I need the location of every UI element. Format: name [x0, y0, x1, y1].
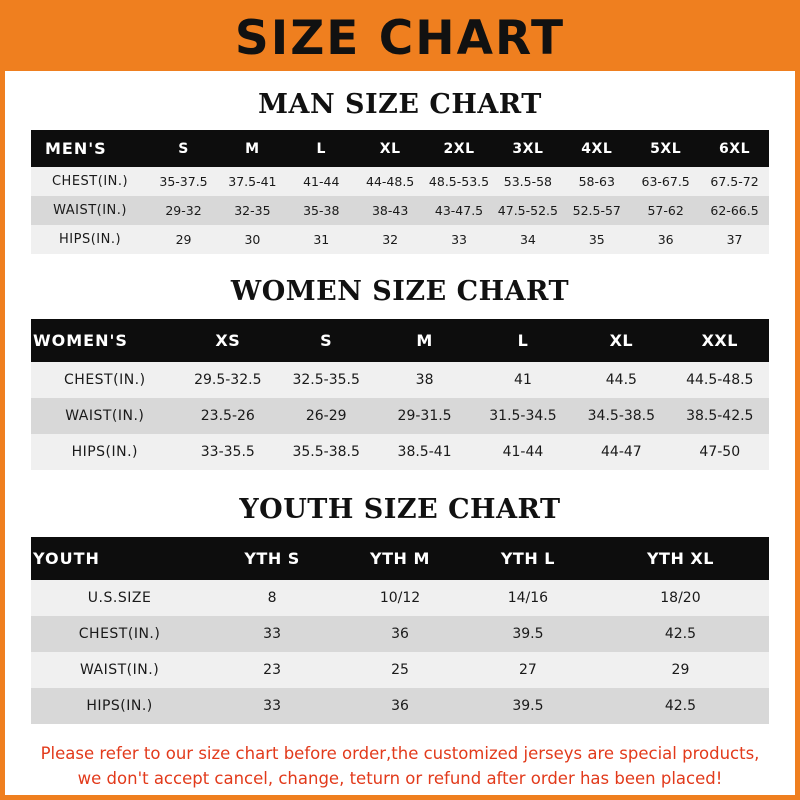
men-header-cell: 3XL	[493, 130, 562, 167]
table-header-row	[31, 319, 769, 362]
row-label: CHEST(IN.)	[31, 167, 149, 196]
women-header-cell: M	[375, 319, 473, 362]
table-cell: 47.5-52.5	[493, 196, 562, 225]
table-cell: 53.5-58	[493, 167, 562, 196]
table-cell: 29	[592, 652, 769, 688]
footer-note-line-2: we don't accept cancel, change, teturn or refund after order has been placed!	[77, 768, 723, 788]
table-row	[31, 434, 769, 470]
women-table-head	[31, 319, 769, 362]
table-cell: 32.5-35.5	[277, 362, 375, 398]
table-cell: 35-38	[287, 196, 356, 225]
men-header-cell: M	[218, 130, 287, 167]
table-cell: 44-47	[572, 434, 670, 470]
youth-header-cell: YTH S	[208, 537, 336, 580]
table-cell: 35-37.5	[149, 167, 218, 196]
table-cell: 41-44	[474, 434, 572, 470]
table-cell: 38.5-42.5	[671, 398, 769, 434]
table-cell: 32	[356, 225, 425, 254]
men-header-cell: XL	[356, 130, 425, 167]
table-cell: 41	[474, 362, 572, 398]
table-cell: 39.5	[464, 688, 592, 724]
table-cell: 43-47.5	[425, 196, 494, 225]
table-cell: 30	[218, 225, 287, 254]
women-section-title: WOMEN SIZE CHART	[230, 276, 570, 307]
youth-header-cell: YOUTH	[31, 537, 208, 580]
table-cell: 48.5-53.5	[425, 167, 494, 196]
table-cell: 33	[425, 225, 494, 254]
row-label: WAIST(IN.)	[31, 196, 149, 225]
women-header-cell: XXL	[671, 319, 769, 362]
table-cell: 8	[208, 580, 336, 616]
table-row	[31, 688, 769, 724]
men-header-cell: 4XL	[562, 130, 631, 167]
table-row	[31, 616, 769, 652]
men-header-cell: L	[287, 130, 356, 167]
men-size-table	[31, 130, 769, 254]
table-cell: 34.5-38.5	[572, 398, 670, 434]
men-section	[5, 89, 795, 254]
table-cell: 39.5	[464, 616, 592, 652]
youth-header-cell: YTH M	[336, 537, 464, 580]
table-cell: 18/20	[592, 580, 769, 616]
women-section	[5, 276, 795, 470]
men-header-cell: MEN'S	[31, 130, 149, 167]
youth-header-cell: YTH XL	[592, 537, 769, 580]
row-label: CHEST(IN.)	[31, 616, 208, 652]
table-cell: 37	[700, 225, 769, 254]
table-cell: 44.5	[572, 362, 670, 398]
men-header-cell: 5XL	[631, 130, 700, 167]
table-cell: 23.5-26	[179, 398, 277, 434]
table-cell: 25	[336, 652, 464, 688]
table-cell: 52.5-57	[562, 196, 631, 225]
women-header-cell: WOMEN'S	[31, 319, 179, 362]
table-cell: 29	[149, 225, 218, 254]
table-cell: 35	[562, 225, 631, 254]
table-cell: 14/16	[464, 580, 592, 616]
table-cell: 32-35	[218, 196, 287, 225]
table-cell: 35.5-38.5	[277, 434, 375, 470]
table-cell: 42.5	[592, 616, 769, 652]
table-cell: 36	[336, 688, 464, 724]
table-cell: 62-66.5	[700, 196, 769, 225]
table-cell: 38	[375, 362, 473, 398]
table-cell: 29-32	[149, 196, 218, 225]
table-cell: 29-31.5	[375, 398, 473, 434]
youth-size-table	[31, 537, 769, 724]
men-table-body	[31, 167, 769, 254]
women-table-body	[31, 362, 769, 470]
women-header-cell: XL	[572, 319, 670, 362]
table-cell: 31.5-34.5	[474, 398, 572, 434]
row-label: WAIST(IN.)	[31, 652, 208, 688]
youth-header-cell: YTH L	[464, 537, 592, 580]
table-cell: 38-43	[356, 196, 425, 225]
table-cell: 29.5-32.5	[179, 362, 277, 398]
row-label: WAIST(IN.)	[31, 398, 179, 434]
table-cell: 38.5-41	[375, 434, 473, 470]
table-cell: 27	[464, 652, 592, 688]
men-header-cell: S	[149, 130, 218, 167]
men-section-title: MAN SIZE CHART	[258, 89, 542, 120]
table-cell: 33-35.5	[179, 434, 277, 470]
men-header-cell: 2XL	[425, 130, 494, 167]
table-cell: 36	[631, 225, 700, 254]
women-header-cell: S	[277, 319, 375, 362]
youth-section-title: YOUTH SIZE CHART	[239, 494, 561, 525]
page-title: SIZE CHART	[234, 10, 566, 66]
table-cell: 57-62	[631, 196, 700, 225]
table-cell: 33	[208, 688, 336, 724]
row-label: CHEST(IN.)	[31, 362, 179, 398]
footer-note	[5, 742, 795, 792]
table-cell: 41-44	[287, 167, 356, 196]
table-header-row	[31, 130, 769, 167]
table-cell: 36	[336, 616, 464, 652]
table-cell: 67.5-72	[700, 167, 769, 196]
table-cell: 10/12	[336, 580, 464, 616]
youth-section	[5, 494, 795, 724]
header-banner	[5, 5, 795, 71]
table-cell: 58-63	[562, 167, 631, 196]
table-row	[31, 652, 769, 688]
table-cell: 33	[208, 616, 336, 652]
row-label: HIPS(IN.)	[31, 434, 179, 470]
table-cell: 31	[287, 225, 356, 254]
table-cell: 44.5-48.5	[671, 362, 769, 398]
footer-note-line-1: Please refer to our size chart before order,the customized jerseys are special products,	[40, 744, 760, 763]
table-cell: 47-50	[671, 434, 769, 470]
table-row	[31, 362, 769, 398]
row-label: U.S.SIZE	[31, 580, 208, 616]
women-size-table	[31, 319, 769, 470]
table-row	[31, 580, 769, 616]
table-cell: 34	[493, 225, 562, 254]
row-label: HIPS(IN.)	[31, 225, 149, 254]
table-header-row	[31, 537, 769, 580]
men-header-cell: 6XL	[700, 130, 769, 167]
table-row	[31, 196, 769, 225]
table-cell: 42.5	[592, 688, 769, 724]
table-cell: 23	[208, 652, 336, 688]
youth-table-head	[31, 537, 769, 580]
women-header-cell: XS	[179, 319, 277, 362]
table-cell: 26-29	[277, 398, 375, 434]
table-cell: 37.5-41	[218, 167, 287, 196]
table-cell: 63-67.5	[631, 167, 700, 196]
table-row	[31, 167, 769, 196]
table-row	[31, 225, 769, 254]
row-label: HIPS(IN.)	[31, 688, 208, 724]
women-header-cell: L	[474, 319, 572, 362]
youth-table-body	[31, 580, 769, 724]
table-cell: 44-48.5	[356, 167, 425, 196]
table-row	[31, 398, 769, 434]
men-table-head	[31, 130, 769, 167]
